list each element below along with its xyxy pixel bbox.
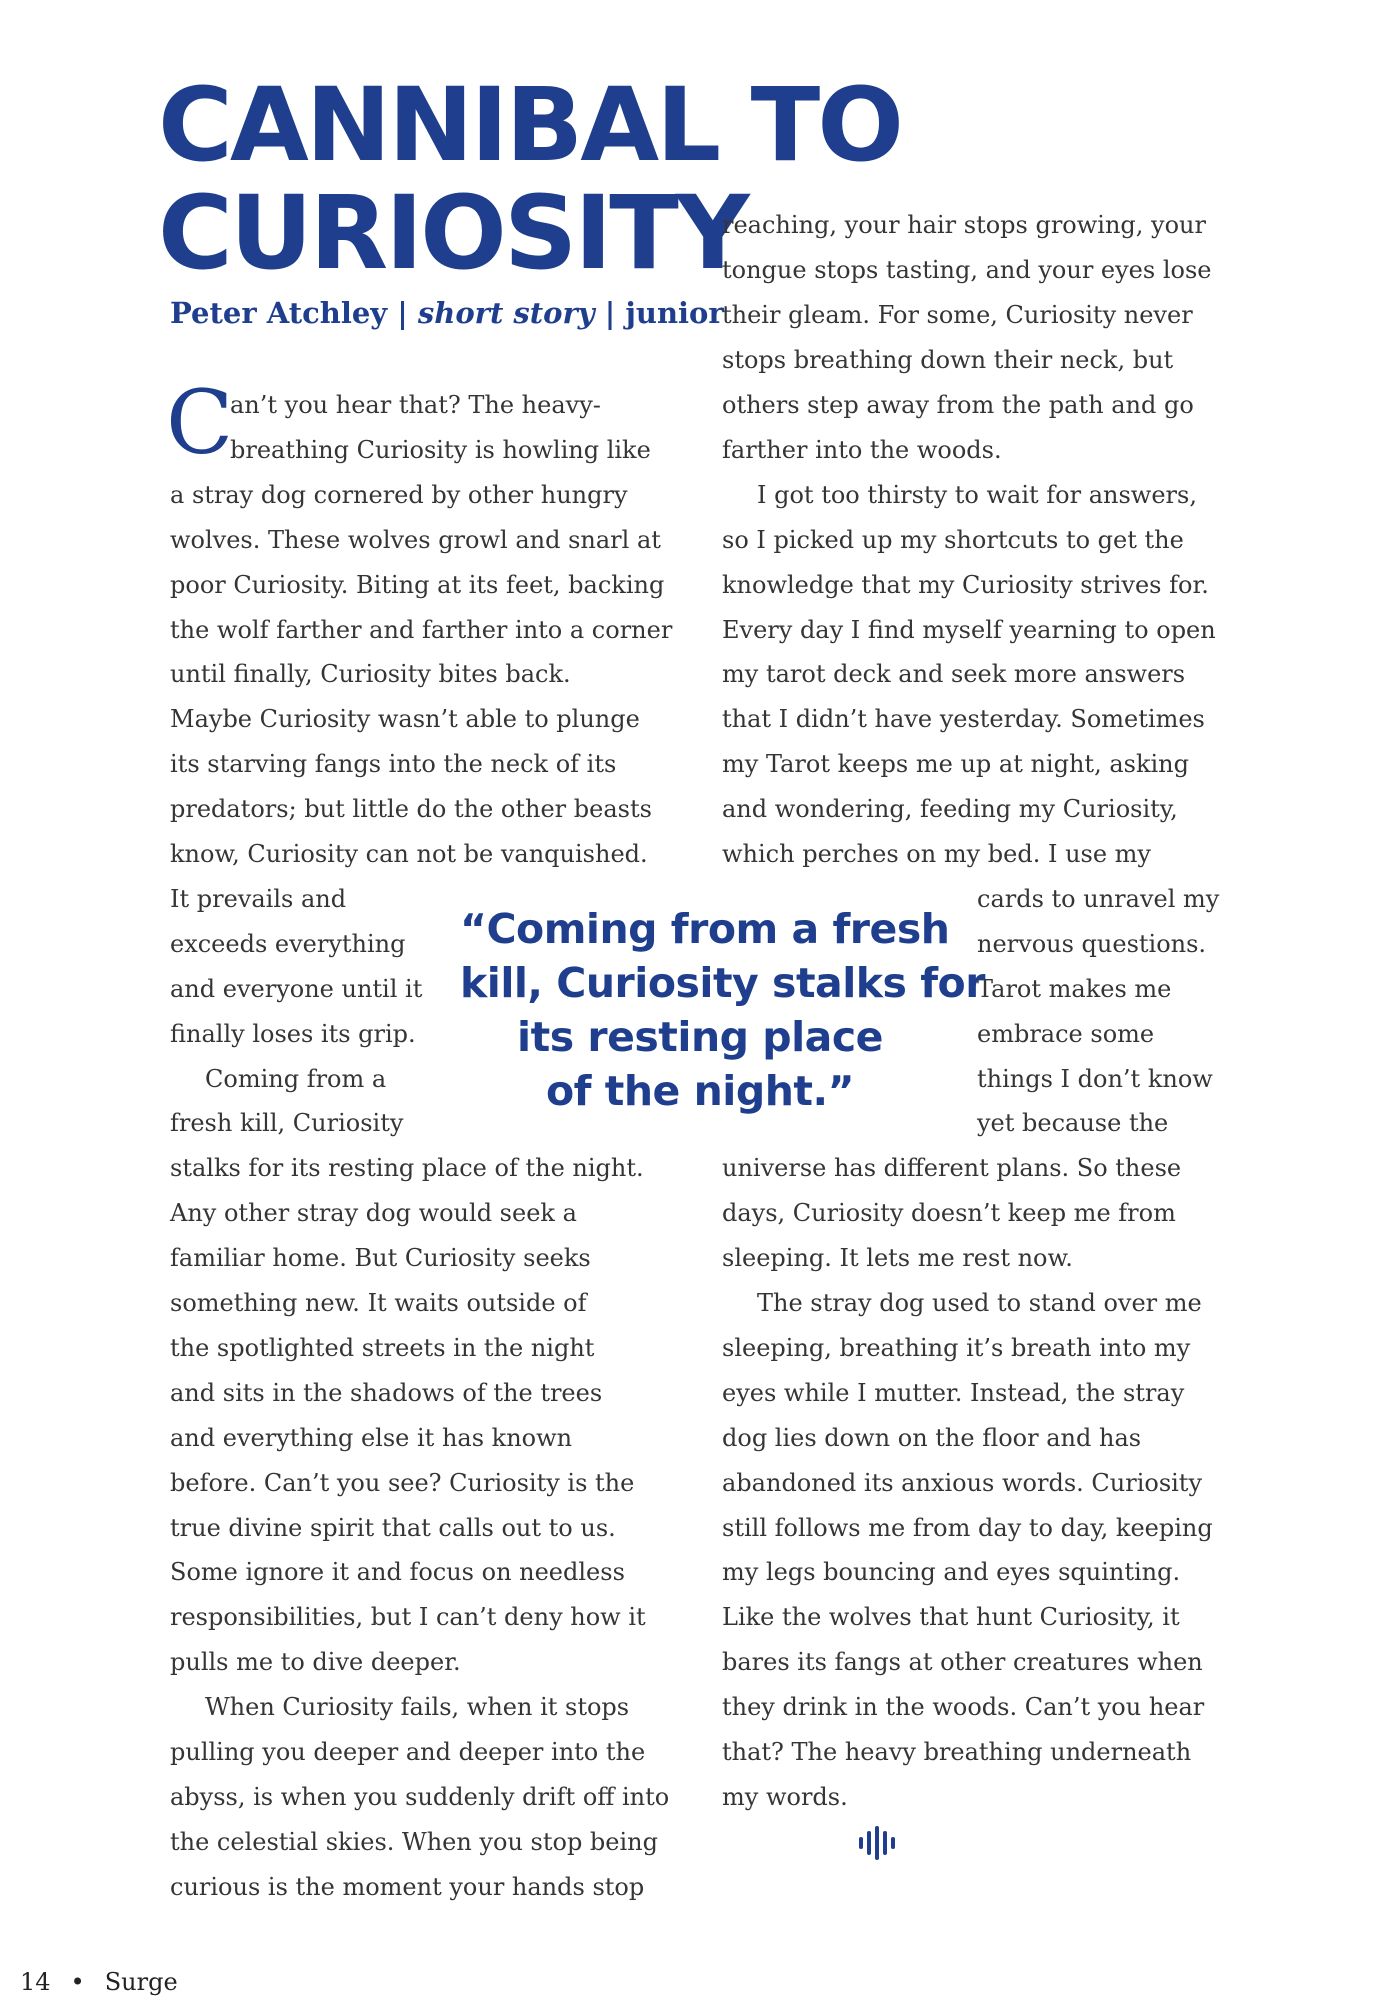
right-column-line: others step away from the path and go xyxy=(722,391,1194,419)
left-column-line: Any other stray dog would seek a xyxy=(170,1199,577,1228)
left-column-line: pulls me to dive deeper. xyxy=(170,1648,461,1677)
right-column-line: and wondering, feeding my Curiosity, xyxy=(722,795,1178,824)
right-column-line: that I didn’t have yesterday. Sometimes xyxy=(722,705,1205,734)
left-column-line: pulling you deeper and deeper into the xyxy=(170,1738,646,1766)
left-column-line: Coming from a xyxy=(205,1064,387,1093)
left-column-line: responsibilities, but I can’t deny how it xyxy=(170,1603,646,1632)
publication-name: Surge xyxy=(104,1968,178,1996)
right-column-line: Like the wolves that hunt Curiosity, it xyxy=(722,1603,1180,1632)
left-column-line: fresh kill, Curiosity xyxy=(170,1109,404,1138)
pull-quote-line: kill, Curiosity stalks for xyxy=(460,959,985,1007)
story-title-line-1: CANNIBAL TO xyxy=(158,66,901,185)
page-footer xyxy=(20,1968,178,1996)
left-column-line: and everything else it has known xyxy=(170,1423,573,1452)
right-column-line: so I picked up my shortcuts to get the xyxy=(722,525,1184,554)
right-column-line: reaching, your hair stops growing, your xyxy=(722,211,1206,240)
right-column-line: things I don’t know xyxy=(977,1064,1213,1093)
left-column-line: predators; but little do the other beasts xyxy=(170,795,652,824)
right-column-line: tongue stops tasting, and your eyes lose xyxy=(722,256,1212,285)
left-column-line: know, Curiosity can not be vanquished. xyxy=(170,840,648,868)
pull-quote xyxy=(460,902,985,1118)
left-column-line: abyss, is when you suddenly drift off into xyxy=(170,1782,670,1811)
left-column-line: until finally, Curiosity bites back. xyxy=(170,660,571,689)
byline-separator: | xyxy=(594,296,626,330)
byline-grade: junior xyxy=(625,296,724,330)
left-column-line: the spotlighted streets in the night xyxy=(170,1333,595,1362)
right-column-line: embrace some xyxy=(977,1019,1155,1048)
left-column-line: something new. It waits outside of xyxy=(170,1289,587,1317)
right-column-line: farther into the woods. xyxy=(722,435,1002,464)
left-column-line: the celestial skies. When you stop being xyxy=(170,1827,658,1856)
left-column-line: true divine spirit that calls out to us. xyxy=(170,1513,616,1542)
right-column-line: sleeping. It lets me rest now. xyxy=(722,1244,1073,1273)
right-column-line: I got too thirsty to wait for answers, xyxy=(757,480,1197,509)
left-column-line: stalks for its resting place of the night. xyxy=(170,1154,644,1183)
right-column-line: Every day I find myself yearning to open xyxy=(722,615,1216,644)
left-column-line: the wolf farther and farther into a corner xyxy=(170,615,673,644)
footer-bullet: • xyxy=(70,1968,85,1996)
right-column-line: still follows me from day to day, keeping xyxy=(722,1513,1213,1542)
left-column-line: breathing Curiosity is howling like xyxy=(230,435,651,464)
right-column-line: my tarot deck and seek more answers xyxy=(722,660,1186,689)
byline-genre: short story xyxy=(417,296,595,330)
byline-separator: | xyxy=(387,296,418,330)
right-column-line: eyes while I mutter. Instead, the stray xyxy=(722,1378,1185,1407)
pull-quote-line: “Coming from a fresh xyxy=(460,905,950,953)
left-column-line: exceeds everything xyxy=(170,929,406,958)
left-column-line: curious is the moment your hands stop xyxy=(170,1872,645,1901)
page-number: 14 xyxy=(20,1968,51,1996)
left-column-line: finally loses its grip. xyxy=(170,1019,416,1048)
right-column-line: cards to unravel my xyxy=(977,884,1220,913)
right-column-line: my legs bouncing and eyes squinting. xyxy=(722,1558,1181,1587)
right-column-line: Tarot makes me xyxy=(977,974,1172,1003)
story-title-line-2: CURIOSITY xyxy=(158,174,747,293)
left-column-line: poor Curiosity. Biting at its feet, backing xyxy=(170,570,665,599)
right-column-line: dog lies down on the floor and has xyxy=(722,1423,1142,1452)
right-column-line: yet because the xyxy=(977,1109,1169,1138)
pull-quote-line: of the night.” xyxy=(545,1067,855,1115)
right-column-line: knowledge that my Curiosity strives for. xyxy=(722,570,1209,599)
left-column-line: its starving fangs into the neck of its xyxy=(170,750,617,779)
left-column-line: familiar home. But Curiosity seeks xyxy=(170,1244,591,1273)
right-column-line: bares its fangs at other creatures when xyxy=(722,1648,1203,1677)
drop-cap: C xyxy=(166,371,234,474)
left-column-line: and sits in the shadows of the trees xyxy=(170,1378,603,1407)
right-column-line: nervous questions. xyxy=(977,929,1207,958)
left-column-line: and everyone until it xyxy=(170,974,423,1003)
right-column-line: abandoned its anxious words. Curiosity xyxy=(722,1468,1203,1497)
right-column-line: that? The heavy breathing underneath xyxy=(722,1738,1192,1766)
right-column-line: they drink in the woods. Can’t you hear xyxy=(722,1693,1205,1722)
left-column-line: wolves. These wolves growl and snarl at xyxy=(170,525,661,554)
left-column-line: a stray dog cornered by other hungry xyxy=(170,480,628,509)
byline xyxy=(170,296,724,330)
right-column-line: which perches on my bed. I use my xyxy=(722,840,1151,868)
left-column-line: Maybe Curiosity wasn’t able to plunge xyxy=(170,705,640,734)
left-column-line: an’t you hear that? The heavy- xyxy=(230,391,601,419)
left-column-line: Some ignore it and focus on needless xyxy=(170,1558,625,1587)
right-column-line: sleeping, breathing it’s breath into my xyxy=(722,1333,1191,1362)
right-column-line: stops breathing down their neck, but xyxy=(722,346,1174,375)
left-column-line: It prevails and xyxy=(170,884,347,913)
right-column-line: days, Curiosity doesn’t keep me from xyxy=(722,1199,1176,1228)
pull-quote-line: its resting place xyxy=(517,1013,883,1061)
left-column-line: When Curiosity fails, when it stops xyxy=(205,1693,630,1722)
left-column-line: before. Can’t you see? Curiosity is the xyxy=(170,1468,635,1497)
byline-author: Peter Atchley xyxy=(170,296,388,330)
right-column-line: my Tarot keeps me up at night, asking xyxy=(722,750,1189,779)
end-mark-icon xyxy=(858,1826,898,1860)
right-column-line: my words. xyxy=(722,1782,848,1811)
right-column-line: their gleam. For some, Curiosity never xyxy=(722,301,1193,330)
right-column-line: The stray dog used to stand over me xyxy=(757,1289,1202,1317)
right-column-line: universe has different plans. So these xyxy=(722,1154,1182,1183)
